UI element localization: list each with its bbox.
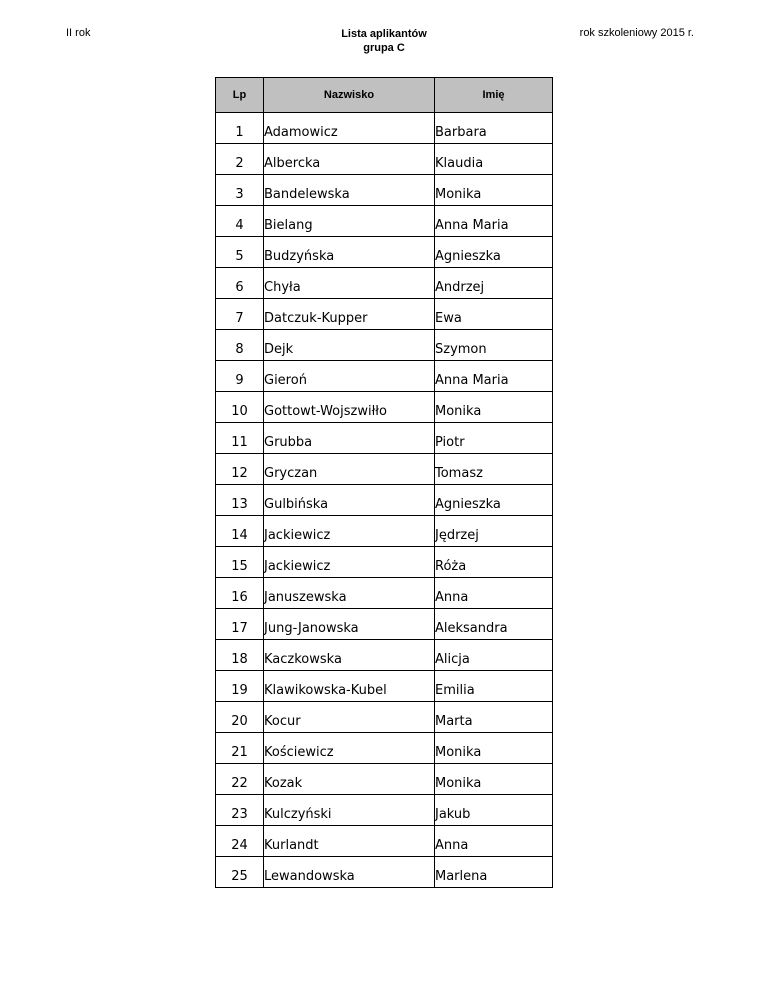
- row-first-name: Anna Maria: [435, 361, 553, 392]
- row-surname: Albercka: [264, 144, 435, 175]
- table-row: [216, 454, 553, 485]
- row-surname: Jackiewicz: [264, 516, 435, 547]
- row-first-name: Róża: [435, 547, 553, 578]
- row-first-name: Jakub: [435, 795, 553, 826]
- table-row: [216, 640, 553, 671]
- row-surname: Kościewicz: [264, 733, 435, 764]
- row-number: 8: [216, 330, 264, 361]
- row-number: 24: [216, 826, 264, 857]
- row-surname: Lewandowska: [264, 857, 435, 888]
- title-text: Lista aplikantów: [341, 28, 427, 40]
- row-first-name: Szymon: [435, 330, 553, 361]
- row-first-name: Agnieszka: [435, 485, 553, 516]
- row-surname: Budzyńska: [264, 237, 435, 268]
- row-first-name: Monika: [435, 175, 553, 206]
- row-surname: Klawikowska-Kubel: [264, 671, 435, 702]
- row-first-name: Monika: [435, 764, 553, 795]
- table-row: [216, 826, 553, 857]
- row-first-name: Piotr: [435, 423, 553, 454]
- row-number: 10: [216, 392, 264, 423]
- table-row: [216, 392, 553, 423]
- row-number: 20: [216, 702, 264, 733]
- row-first-name: Monika: [435, 392, 553, 423]
- row-number: 5: [216, 237, 264, 268]
- table-row: [216, 330, 553, 361]
- row-number: 23: [216, 795, 264, 826]
- row-number: 19: [216, 671, 264, 702]
- row-surname: Kocur: [264, 702, 435, 733]
- row-surname: Jung-Janowska: [264, 609, 435, 640]
- row-number: 15: [216, 547, 264, 578]
- row-number: 11: [216, 423, 264, 454]
- row-number: 7: [216, 299, 264, 330]
- row-surname: Gryczan: [264, 454, 435, 485]
- row-number: 12: [216, 454, 264, 485]
- row-number: 21: [216, 733, 264, 764]
- table-row: [216, 609, 553, 640]
- row-surname: Dejk: [264, 330, 435, 361]
- row-number: 16: [216, 578, 264, 609]
- group-subtitle: grupa C: [363, 42, 405, 54]
- row-surname: Kozak: [264, 764, 435, 795]
- row-first-name: Andrzej: [435, 268, 553, 299]
- row-surname: Gottowt-Wojszwiłło: [264, 392, 435, 423]
- column-header-first-name: Imię: [435, 78, 553, 113]
- table-row: [216, 175, 553, 206]
- row-number: 1: [216, 113, 264, 144]
- row-number: 3: [216, 175, 264, 206]
- row-surname: Kurlandt: [264, 826, 435, 857]
- row-surname: Gulbińska: [264, 485, 435, 516]
- table-row: [216, 516, 553, 547]
- table-row: [216, 702, 553, 733]
- table-row: [216, 113, 553, 144]
- row-first-name: Ewa: [435, 299, 553, 330]
- row-surname: Kulczyński: [264, 795, 435, 826]
- table-row: [216, 237, 553, 268]
- row-first-name: Anna: [435, 578, 553, 609]
- row-surname: Adamowicz: [264, 113, 435, 144]
- row-number: 25: [216, 857, 264, 888]
- row-surname: Grubba: [264, 423, 435, 454]
- row-surname: Kaczkowska: [264, 640, 435, 671]
- table-row: [216, 423, 553, 454]
- row-surname: Datczuk-Kupper: [264, 299, 435, 330]
- row-surname: Jackiewicz: [264, 547, 435, 578]
- row-number: 14: [216, 516, 264, 547]
- row-number: 13: [216, 485, 264, 516]
- row-first-name: Monika: [435, 733, 553, 764]
- table-row: [216, 206, 553, 237]
- table-row: [216, 857, 553, 888]
- row-first-name: Aleksandra: [435, 609, 553, 640]
- training-year-label: rok szkoleniowy 2015 r.: [579, 27, 694, 39]
- year-label: II rok: [66, 27, 91, 39]
- row-surname: Chyła: [264, 268, 435, 299]
- row-surname: Bandelewska: [264, 175, 435, 206]
- column-header-lp: Lp: [216, 78, 264, 113]
- table-row: [216, 485, 553, 516]
- table-row: [216, 268, 553, 299]
- row-first-name: Klaudia: [435, 144, 553, 175]
- row-number: 22: [216, 764, 264, 795]
- table-row: [216, 764, 553, 795]
- column-header-surname: Nazwisko: [264, 78, 435, 113]
- row-first-name: Emilia: [435, 671, 553, 702]
- table-row: [216, 144, 553, 175]
- row-first-name: Alicja: [435, 640, 553, 671]
- row-surname: Januszewska: [264, 578, 435, 609]
- row-first-name: Marlena: [435, 857, 553, 888]
- table-row: [216, 547, 553, 578]
- table-header-row: [216, 78, 553, 113]
- row-first-name: Anna: [435, 826, 553, 857]
- applicants-table: [215, 77, 553, 888]
- row-number: 17: [216, 609, 264, 640]
- table-row: [216, 361, 553, 392]
- row-number: 18: [216, 640, 264, 671]
- row-first-name: Jędrzej: [435, 516, 553, 547]
- table-row: [216, 578, 553, 609]
- row-first-name: Marta: [435, 702, 553, 733]
- row-number: 6: [216, 268, 264, 299]
- table-row: [216, 299, 553, 330]
- row-first-name: Anna Maria: [435, 206, 553, 237]
- row-surname: Bielang: [264, 206, 435, 237]
- row-number: 2: [216, 144, 264, 175]
- row-first-name: Barbara: [435, 113, 553, 144]
- row-first-name: Tomasz: [435, 454, 553, 485]
- row-surname: Gieroń: [264, 361, 435, 392]
- table-row: [216, 671, 553, 702]
- table-row: [216, 733, 553, 764]
- row-first-name: Agnieszka: [435, 237, 553, 268]
- row-number: 9: [216, 361, 264, 392]
- table-row: [216, 795, 553, 826]
- row-number: 4: [216, 206, 264, 237]
